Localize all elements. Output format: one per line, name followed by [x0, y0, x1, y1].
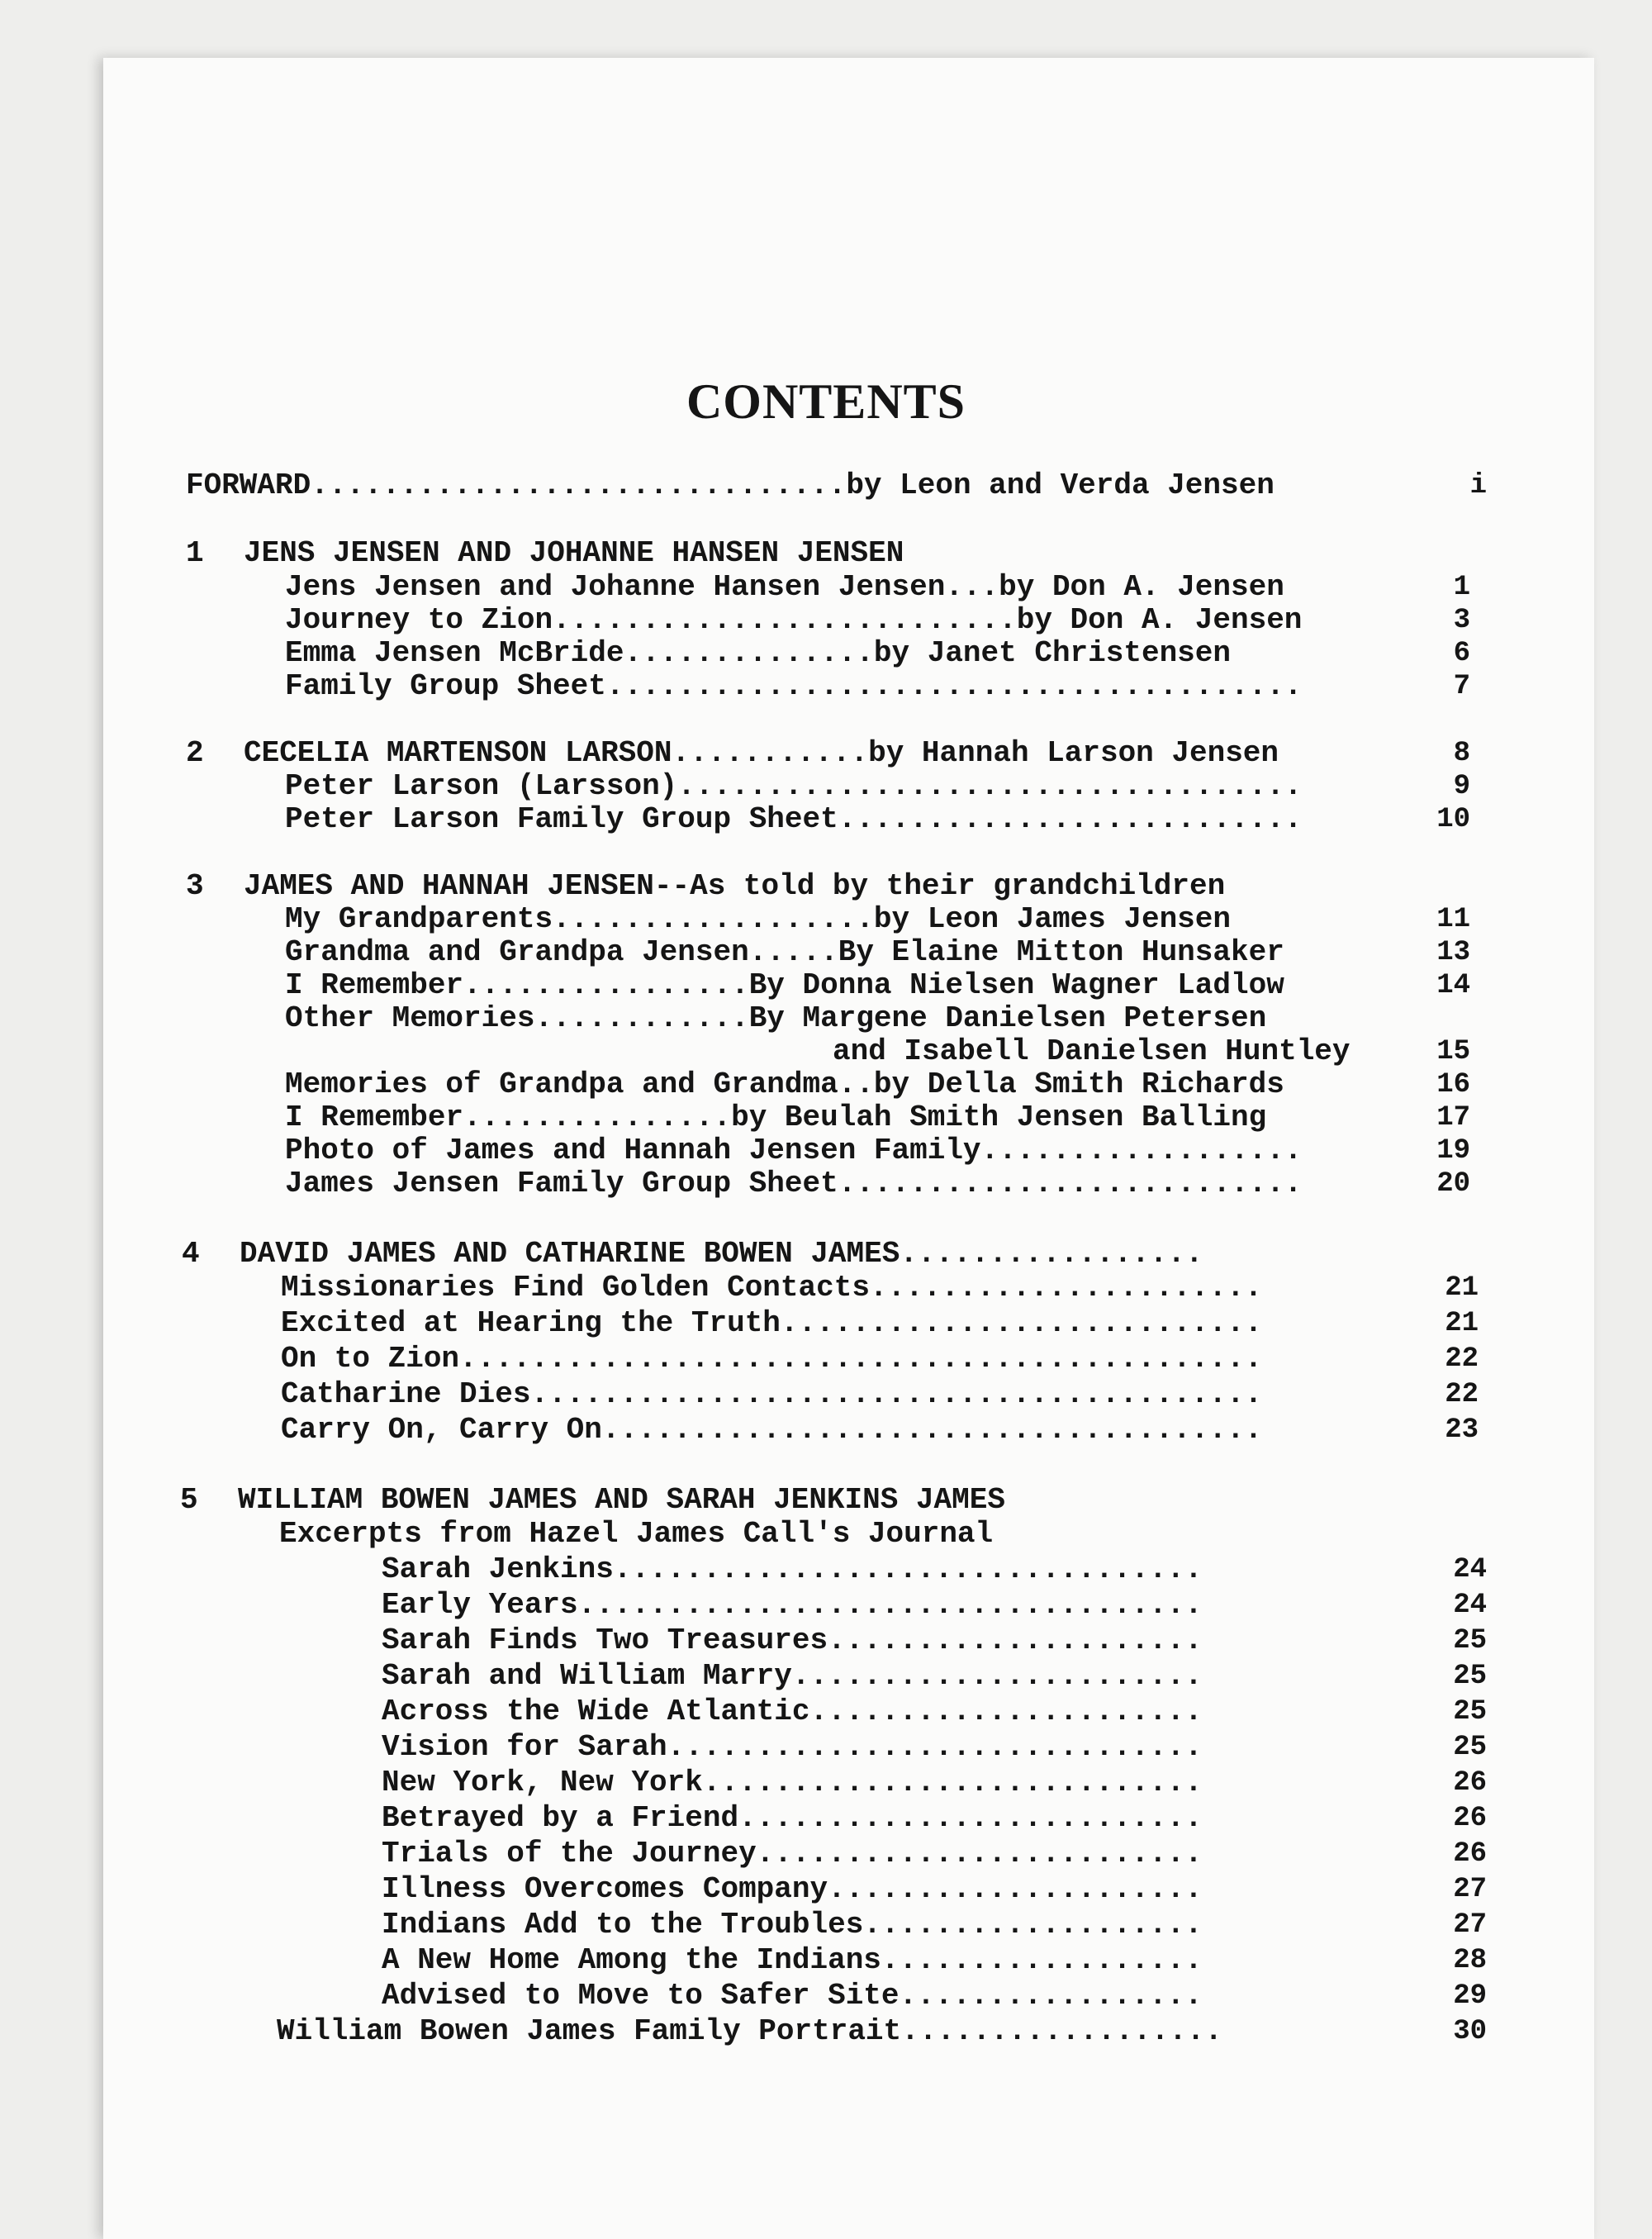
page-number: 21 [1445, 1272, 1479, 1304]
toc-entry: Missionaries Find Golden Contacts...................... [281, 1271, 1263, 1305]
toc-entry: I Remember...............by Beulah Smith Jensen Balling [285, 1100, 1267, 1134]
toc-entry: Across the Wide Atlantic...................... [382, 1695, 1203, 1728]
page-number: 6 [1453, 638, 1470, 669]
page-number: 26 [1453, 1767, 1487, 1799]
toc-section-heading: DAVID JAMES AND CATHARINE BOWEN JAMES................. [240, 1237, 1203, 1271]
toc-entry: Excerpts from Hazel James Call's Journal [279, 1517, 994, 1551]
page-number: 22 [1445, 1343, 1479, 1375]
page-number: 8 [1453, 738, 1470, 769]
page-number: 21 [1445, 1308, 1479, 1339]
toc-entry: Vision for Sarah.............................. [382, 1730, 1203, 1764]
page-number: 19 [1436, 1135, 1470, 1167]
toc-entry: My Grandparents..................by Leon James Jensen [285, 902, 1231, 936]
toc-section-heading: CECELIA MARTENSON LARSON...........by Hannah Larson Jensen [244, 736, 1279, 770]
toc-entry: Sarah Finds Two Treasures..................... [382, 1623, 1203, 1657]
toc-section-heading: JAMES AND HANNAH JENSEN--As told by their grandchildren [244, 869, 1226, 903]
page-number: 26 [1453, 1838, 1487, 1870]
page-number: 25 [1453, 1661, 1487, 1692]
toc-entry: Other Memories............By Margene Danielsen Petersen [285, 1001, 1267, 1035]
toc-entry: New York, New York............................ [382, 1766, 1203, 1799]
toc-entry: Early Years................................... [382, 1588, 1203, 1622]
toc-section-heading: JENS JENSEN AND JOHANNE HANSEN JENSEN [244, 536, 904, 570]
toc-entry: Illness Overcomes Company..................... [382, 1872, 1203, 1906]
toc-entry: Carry On, Carry On..................................... [281, 1413, 1263, 1447]
page-number: 29 [1453, 1980, 1487, 2012]
page-number: 13 [1436, 937, 1470, 968]
page-number: 26 [1453, 1803, 1487, 1834]
toc-entry: Peter Larson Family Group Sheet.......................... [285, 802, 1303, 836]
page-number: 20 [1436, 1168, 1470, 1200]
page-number: 9 [1453, 771, 1470, 802]
toc-entry: Family Group Sheet....................................... [285, 669, 1303, 703]
page-number: 25 [1453, 1732, 1487, 1763]
page-number: 25 [1453, 1696, 1487, 1728]
toc-entry: Trials of the Journey......................... [382, 1837, 1203, 1871]
page-number: 30 [1453, 2016, 1487, 2047]
page-number: 1 [1453, 572, 1470, 603]
page-number: i [1469, 470, 1487, 502]
page-number: 14 [1436, 970, 1470, 1001]
toc-entry: Advised to Move to Safer Site................. [382, 1979, 1203, 2013]
page-number: 15 [1436, 1036, 1470, 1067]
toc-entry: Grandma and Grandpa Jensen.....By Elaine Mitton Hunsaker [285, 935, 1284, 969]
toc-section-heading: WILLIAM BOWEN JAMES AND SARAH JENKINS JAMES [238, 1483, 1005, 1517]
toc-entry: Journey to Zion..........................by Don A. Jensen [285, 603, 1303, 637]
section-number: 2 [186, 736, 204, 770]
toc-entry: Jens Jensen and Johanne Hansen Jensen...by Don A. Jensen [285, 570, 1284, 604]
toc-entry: Memories of Grandpa and Grandma..by Della Smith Richards [285, 1067, 1284, 1101]
page-number: 7 [1453, 671, 1470, 702]
toc-entry: Indians Add to the Troubles................... [382, 1908, 1203, 1942]
toc-section-heading: FORWARD..............................by Leon and Verda Jensen [186, 468, 1275, 502]
toc-entry: Betrayed by a Friend.......................... [382, 1801, 1203, 1835]
toc-entry: Sarah and William Marry....................... [382, 1659, 1203, 1693]
section-number: 5 [180, 1483, 198, 1517]
section-number: 1 [186, 536, 204, 570]
toc-entry: Peter Larson (Larsson)................................... [285, 769, 1303, 803]
section-number: 4 [182, 1237, 200, 1271]
toc-entry: James Jensen Family Group Sheet.......................... [285, 1167, 1303, 1200]
toc-entry: Excited at Hearing the Truth........................... [281, 1306, 1263, 1340]
page-number: 22 [1445, 1379, 1479, 1410]
page-number: 10 [1436, 804, 1470, 835]
toc-entry: Catharine Dies......................................... [281, 1377, 1263, 1411]
page-number: 3 [1453, 605, 1470, 636]
toc-entry: Emma Jensen McBride..............by Janet Christensen [285, 636, 1231, 670]
page-number: 27 [1453, 1874, 1487, 1905]
toc-entry: and Isabell Danielsen Huntley [833, 1034, 1351, 1068]
page-number: 28 [1453, 1945, 1487, 1976]
page-number: 16 [1436, 1069, 1470, 1100]
page-number: 17 [1436, 1102, 1470, 1134]
toc-entry: On to Zion............................................. [281, 1342, 1263, 1376]
toc-entry: William Bowen James Family Portrait.................. [277, 2014, 1222, 2048]
section-number: 3 [186, 869, 204, 903]
toc-entry: Photo of James and Hannah Jensen Family.................. [285, 1134, 1303, 1167]
page-number: 25 [1453, 1625, 1487, 1657]
page-number: 27 [1453, 1909, 1487, 1941]
page-number: 23 [1445, 1414, 1479, 1446]
toc-entry: I Remember................By Donna Nielsen Wagner Ladlow [285, 968, 1284, 1002]
page-title: CONTENTS [686, 374, 966, 429]
page-number: 11 [1436, 904, 1470, 935]
toc-entry: Sarah Jenkins................................. [382, 1552, 1203, 1586]
toc-entry: A New Home Among the Indians.................. [382, 1943, 1203, 1977]
page-number: 24 [1453, 1590, 1487, 1621]
page-number: 24 [1453, 1554, 1487, 1585]
